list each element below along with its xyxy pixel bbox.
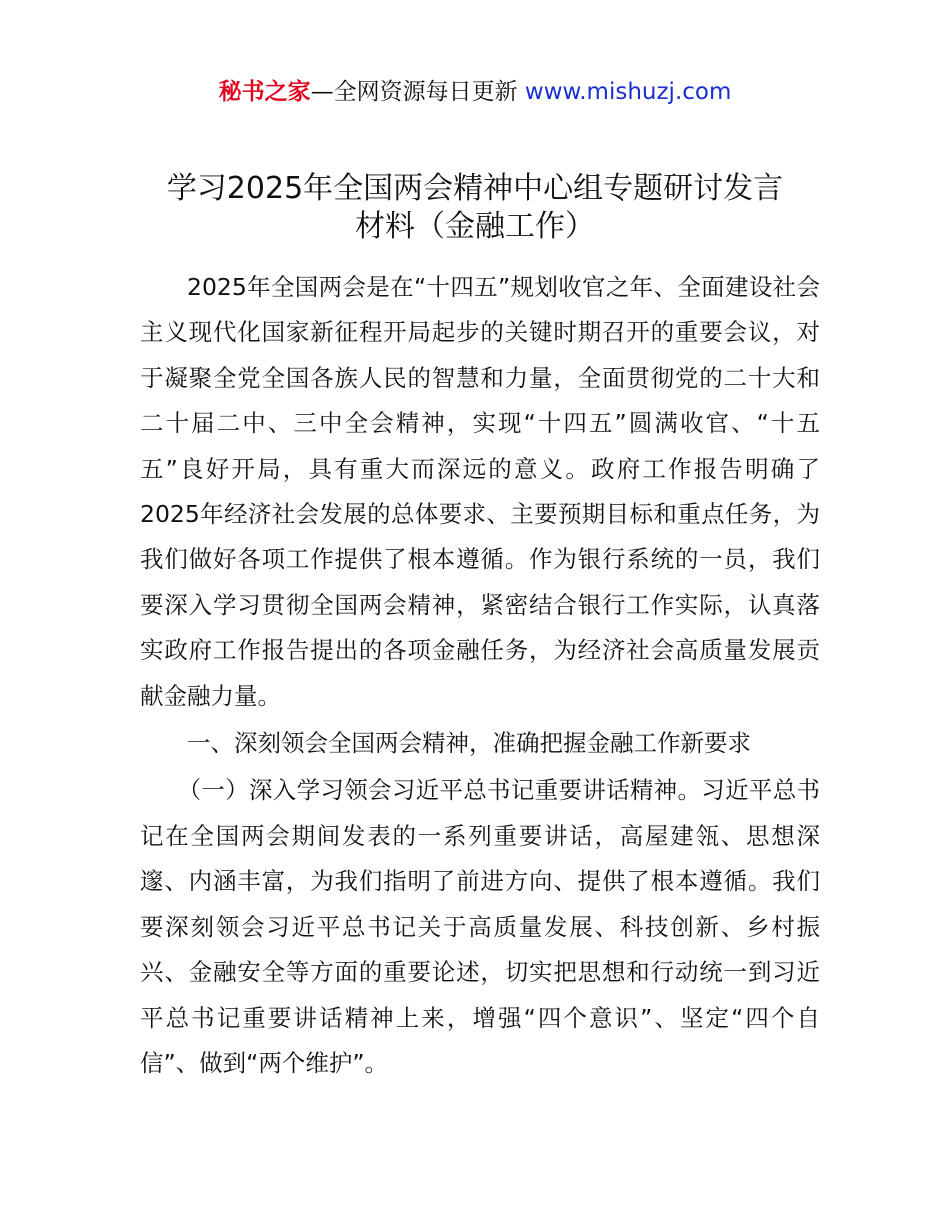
document-title [100, 170, 850, 246]
subsection-paragraph-1: （一）深入学习领会习近平总书记重要讲话精神。习近平总书记在全国两会期间发表的一系列重要讲话，高屋建瓴、思想深邃、内涵丰富，为我们指明了前进方向、提供了根本遵循。我们要深刻领会习近平总书记关于高质量发展、科技创新、乡村振兴、金融安全等方面的重要论述，切实把思想和行动统一到习近平总书记重要讲话精神上来，增强“四个意识”、坚定“四个自信”、做到“两个维护”。 [140, 776, 820, 1077]
document-body [140, 265, 820, 1086]
site-url-link[interactable]: www.mishuzj.com [524, 79, 732, 105]
intro-paragraph: 2025年全国两会是在“十四五”规划收官之年、全面建设社会主义现代化国家新征程开局起步的关键时期召开的重要会议，对于凝聚全党全国各族人民的智慧和力量，全面贯彻党的二十大和二十届二中、三中全会精神，实现“十四五”圆满收官、“十五五”良好开局，具有重大而深远的意义。政府工作报告明确了2025年经济社会发展的总体要求、主要预期目标和重点任务，为我们做好各项工作提供了根本遵循。作为银行系统的一员，我们要深入学习贯彻全国两会精神，紧密结合银行工作实际，认真落实政府工作报告提出的各项金融任务，为经济社会高质量发展贡献金融力量。 [140, 273, 820, 710]
section-heading-1: 一、深刻领会全国两会精神，准确把握金融工作新要求 [187, 729, 751, 758]
document-title-line-1: 学习2025年全国两会精神中心组专题研讨发言 [166, 171, 784, 206]
brand-name: 秘书之家 [218, 79, 311, 105]
document-title-line-2: 材料（金融工作） [355, 209, 595, 244]
site-tagline: —全网资源每日更新 [310, 79, 525, 105]
site-header [0, 74, 950, 110]
